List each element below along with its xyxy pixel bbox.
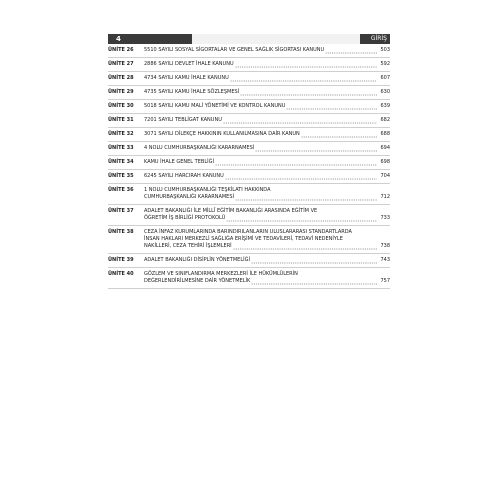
toc-title: 6245 SAYILI HARCIRAH KANUNU xyxy=(144,173,224,179)
toc-leader-dots xyxy=(215,159,377,166)
toc-title-line xyxy=(144,215,390,222)
toc-title: GÖZLEM VE SINIFLANDIRMA MERKEZLERİ İLE HÜKÜMLÜLERİN xyxy=(144,271,298,277)
toc-title: DEĞERLENDİRİLMESİNE DAİR YÖNETMELİK xyxy=(144,278,251,284)
toc-leader-dots xyxy=(301,131,377,138)
toc-page-number: 698 xyxy=(380,159,390,165)
toc-leader-dots xyxy=(230,75,377,82)
toc-page-number: 607 xyxy=(380,75,390,81)
toc-unit-label: ÜNİTE 30 xyxy=(108,103,134,109)
toc-entry-body xyxy=(144,257,390,264)
header-band xyxy=(192,34,360,44)
toc-leader-dots xyxy=(251,257,377,264)
toc-unit-label: ÜNİTE 27 xyxy=(108,61,134,67)
toc-title: KAMU İHALE GENEL TEBLİĞİ xyxy=(144,159,214,165)
toc-page-number: 757 xyxy=(380,278,390,284)
toc-unit-label: ÜNİTE 37 xyxy=(108,208,134,214)
toc-title-line xyxy=(144,194,390,201)
page-header xyxy=(108,34,390,44)
toc-title-line xyxy=(144,257,390,264)
toc-title: 1 NOLU CUMHURBAŞKANLIĞI TEŞKİLATI HAKKINDA xyxy=(144,187,271,193)
toc-leader-dots xyxy=(251,278,377,285)
toc-leader-dots xyxy=(235,61,377,68)
toc-title: NAKİLLERİ, CEZA TEHİRİ İŞLEMLERİ xyxy=(144,243,232,249)
toc-title: 2886 SAYILI DEVLET İHALE KANUNU xyxy=(144,61,234,67)
toc-title-line xyxy=(144,61,390,68)
toc-entry[interactable] xyxy=(108,58,390,72)
toc-title-line xyxy=(144,236,390,243)
toc-title: 7201 SAYILI TEBLİGAT KANUNU xyxy=(144,117,222,123)
toc-unit-label: ÜNİTE 31 xyxy=(108,117,134,123)
toc-page-number: 704 xyxy=(380,173,390,179)
toc-entry-body xyxy=(144,61,390,68)
toc-title: CEZA İNFAZ KURUMLARINDA BARINDIRILANLARIN ULUSLARARASI STANDARTLARDA xyxy=(144,229,352,235)
toc-entry[interactable] xyxy=(108,100,390,114)
toc-entry[interactable] xyxy=(108,226,390,254)
toc-page-number: 733 xyxy=(380,215,390,221)
toc-entry[interactable] xyxy=(108,86,390,100)
toc-title-line xyxy=(144,243,390,250)
toc-entry-body xyxy=(144,75,390,82)
toc-entry[interactable] xyxy=(108,254,390,268)
toc-leader-dots xyxy=(233,243,377,250)
toc-title-line xyxy=(144,117,390,124)
section-title: GİRİŞ xyxy=(360,34,390,44)
toc-title: 4734 SAYILI KAMU İHALE KANUNU xyxy=(144,75,229,81)
toc-entry-body xyxy=(144,47,390,54)
toc-entry[interactable] xyxy=(108,128,390,142)
toc-leader-dots xyxy=(240,89,377,96)
toc-leader-dots xyxy=(223,117,377,124)
toc-leader-dots xyxy=(235,194,377,201)
toc-page-number: 688 xyxy=(380,131,390,137)
toc-unit-label: ÜNİTE 39 xyxy=(108,257,134,263)
toc-leader-dots xyxy=(286,103,377,110)
toc-entry[interactable] xyxy=(108,205,390,226)
toc-title-line xyxy=(144,103,390,110)
toc-unit-label: ÜNİTE 36 xyxy=(108,187,134,193)
toc-page-number: 503 xyxy=(380,47,390,53)
toc-page-number: 712 xyxy=(380,194,390,200)
toc-entry[interactable] xyxy=(108,44,390,58)
toc-entry[interactable] xyxy=(108,114,390,128)
toc-entry-body xyxy=(144,271,390,285)
toc-unit-label: ÜNİTE 28 xyxy=(108,75,134,81)
toc-entry[interactable] xyxy=(108,170,390,184)
toc-page-number: 682 xyxy=(380,117,390,123)
toc-title-line xyxy=(144,229,390,236)
toc-unit-label: ÜNİTE 34 xyxy=(108,159,134,165)
toc-title-line xyxy=(144,131,390,138)
toc-title: ADALET BAKANLIĞI İLE MİLLÎ EĞİTİM BAKANLIĞI ARASINDA EĞİTİM VE xyxy=(144,208,318,214)
page-number: 4 xyxy=(108,34,192,44)
toc-title: 3071 SAYILI DİLEKÇE HAKKININ KULLANILMASINA DAİR KANUN xyxy=(144,131,300,137)
toc-entry-body xyxy=(144,208,390,222)
toc-page-number: 694 xyxy=(380,145,390,151)
toc-entry-body xyxy=(144,131,390,138)
toc-entry[interactable] xyxy=(108,156,390,170)
toc-title-line xyxy=(144,278,390,285)
toc-title: ADALET BAKANLIĞI DİSİPLİN YÖNETMELİĞİ xyxy=(144,257,250,263)
toc-unit-label: ÜNİTE 35 xyxy=(108,173,134,179)
toc-entry-body xyxy=(144,117,390,124)
toc-leader-dots xyxy=(255,145,377,152)
toc-title-line xyxy=(144,145,390,152)
toc-page-number: 630 xyxy=(380,89,390,95)
toc-title-line xyxy=(144,89,390,96)
toc-entry-body xyxy=(144,159,390,166)
toc-unit-label: ÜNİTE 32 xyxy=(108,131,134,137)
toc-title: İNSAN HAKLARI MERKEZLİ SAĞLIĞA ERİŞİMİ VE TEDAVİLERİ, TEDAVİ NEDENİYLE xyxy=(144,236,343,242)
toc-page-number: 592 xyxy=(380,61,390,67)
toc-entry-body xyxy=(144,173,390,180)
toc-unit-label: ÜNİTE 40 xyxy=(108,271,134,277)
toc-title-line xyxy=(144,208,390,215)
toc-title-line xyxy=(144,75,390,82)
toc-unit-label: ÜNİTE 38 xyxy=(108,229,134,235)
toc-entry[interactable] xyxy=(108,268,390,289)
toc-title: CUMHURBAŞKANLIĞI KARARNAMESİ xyxy=(144,194,234,200)
toc-page-number: 743 xyxy=(380,257,390,263)
toc-title: 5018 SAYILI KAMU MALİ YÖNETİMİ VE KONTROL KANUNU xyxy=(144,103,286,109)
toc-entry[interactable] xyxy=(108,184,390,205)
toc-leader-dots xyxy=(325,47,377,54)
toc-leader-dots xyxy=(226,215,377,222)
toc-entry-body xyxy=(144,187,390,201)
toc-unit-label: ÜNİTE 33 xyxy=(108,145,134,151)
toc-title-line xyxy=(144,187,390,194)
toc-unit-label: ÜNİTE 26 xyxy=(108,47,134,53)
toc-entry[interactable] xyxy=(108,72,390,86)
toc-entry-body xyxy=(144,103,390,110)
toc-title-line xyxy=(144,159,390,166)
toc-entry-body xyxy=(144,145,390,152)
toc-entry[interactable] xyxy=(108,142,390,156)
toc-unit-label: ÜNİTE 29 xyxy=(108,89,134,95)
toc-page-number: 738 xyxy=(380,243,390,249)
toc-title: ÖĞRETİM İŞ BİRLİĞİ PROTOKOLÜ xyxy=(144,215,226,221)
table-of-contents xyxy=(108,44,390,289)
toc-page-number: 639 xyxy=(380,103,390,109)
toc-title: 4 NOLU CUMHURBAŞKANLIĞI KARARNAMESİ xyxy=(144,145,255,151)
toc-title: 4735 SAYILI KAMU İHALE SÖZLEŞMESİ xyxy=(144,89,240,95)
toc-entry-body xyxy=(144,229,390,250)
toc-title-line xyxy=(144,271,390,278)
toc-title-line xyxy=(144,47,390,54)
toc-entry-body xyxy=(144,89,390,96)
toc-title-line xyxy=(144,173,390,180)
toc-title: 5510 SAYILI SOSYAL SİGORTALAR VE GENEL SAĞLIK SİGORTASI KANUNU xyxy=(144,47,325,53)
toc-leader-dots xyxy=(225,173,377,180)
